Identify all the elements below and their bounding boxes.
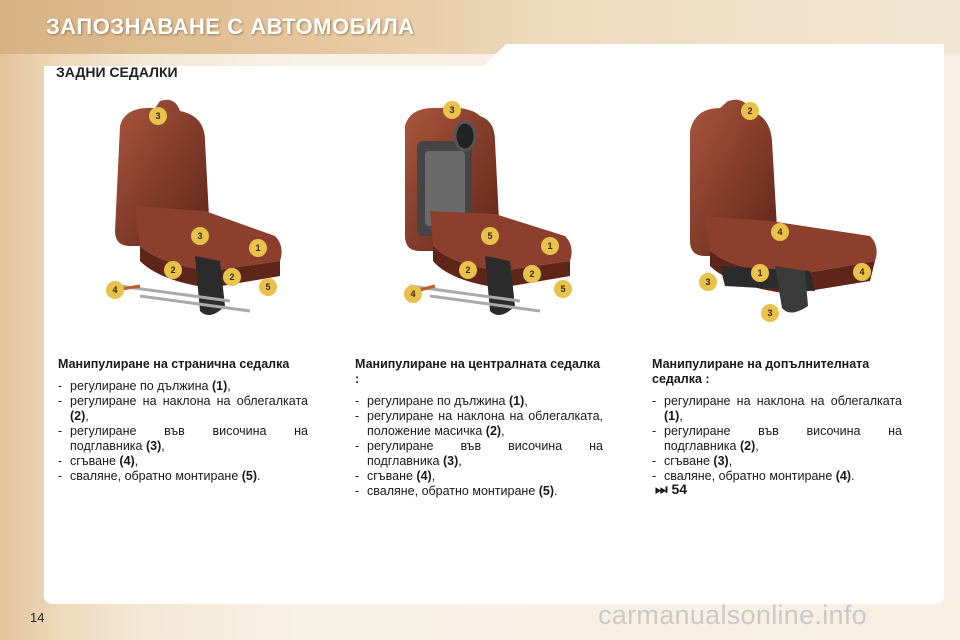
fast-forward-icon: ⏭ <box>655 481 668 497</box>
side-seat-instructions <box>58 357 308 484</box>
badge-3: 3 <box>449 105 455 115</box>
list-item: - регулиране във височина на подглавника (3), <box>355 439 603 468</box>
center-seat-illustration <box>395 96 595 326</box>
badge-2: 2 <box>747 106 753 116</box>
badge-2b: 2 <box>229 272 235 282</box>
badge-4a: 4 <box>777 227 783 237</box>
list-item: - регулиране във височина на подглавника (2), <box>652 424 902 453</box>
badge-1: 1 <box>255 243 261 253</box>
center-seat-instructions <box>355 357 603 499</box>
list-item: - регулиране на наклона на облегалката (1), <box>652 394 902 423</box>
watermark: carmanualsonline.info <box>598 600 867 630</box>
see-also-page: 54 <box>671 481 688 497</box>
list-item: - регулиране по дължина (1), <box>355 394 528 408</box>
list-item: - сгъване (3), <box>652 454 733 468</box>
list-item: - регулиране по дължина (1), <box>58 379 231 393</box>
column-heading: Манипулиране на странична седалка <box>58 357 290 371</box>
badge-3a: 3 <box>705 277 711 287</box>
badge-4b: 4 <box>859 267 865 277</box>
list-item: - регулиране на наклона на облегалката, положение масичка (2), <box>355 409 603 438</box>
extra-seat-instructions <box>652 357 902 484</box>
badge-3b: 3 <box>767 308 773 318</box>
list-item: - сгъване (4), <box>355 469 436 483</box>
badge-1: 1 <box>757 268 763 278</box>
list-item: - регулиране във височина на подглавника (3), <box>58 424 308 453</box>
badge-5b: 5 <box>560 284 566 294</box>
extra-seat-illustration <box>690 96 890 326</box>
badge-1: 1 <box>547 241 553 251</box>
list-item: - сваляне, обратно монтиране (5). <box>355 484 558 498</box>
list-item: - регулиране на наклона на облегалката (2), <box>58 394 308 423</box>
badge-3a: 3 <box>155 111 161 121</box>
badge-2b: 2 <box>529 269 535 279</box>
badge-4: 4 <box>410 289 416 299</box>
list-item: - сваляне, обратно монтиране (4). <box>652 469 855 483</box>
list-item: - сваляне, обратно монтиране (5). <box>58 469 261 483</box>
badge-5a: 5 <box>487 231 493 241</box>
side-seat-illustration <box>100 96 300 326</box>
page-number: 14 <box>30 610 45 625</box>
badge-2a: 2 <box>170 265 176 275</box>
list-item: - сгъване (4), <box>58 454 139 468</box>
column-heading: Манипулиране на централната седалка : <box>355 357 601 386</box>
section-title: ЗАДНИ СЕДАЛКИ <box>56 64 178 80</box>
column-heading: Манипулиране на допълнителната седалка : <box>652 357 870 386</box>
badge-2a: 2 <box>465 265 471 275</box>
page-title: ЗАПОЗНАВАНЕ С АВТОМОБИЛА <box>46 14 415 39</box>
badge-5: 5 <box>265 282 271 292</box>
see-also-link[interactable] <box>655 481 687 498</box>
badge-3b: 3 <box>197 231 203 241</box>
badge-4: 4 <box>112 285 118 295</box>
